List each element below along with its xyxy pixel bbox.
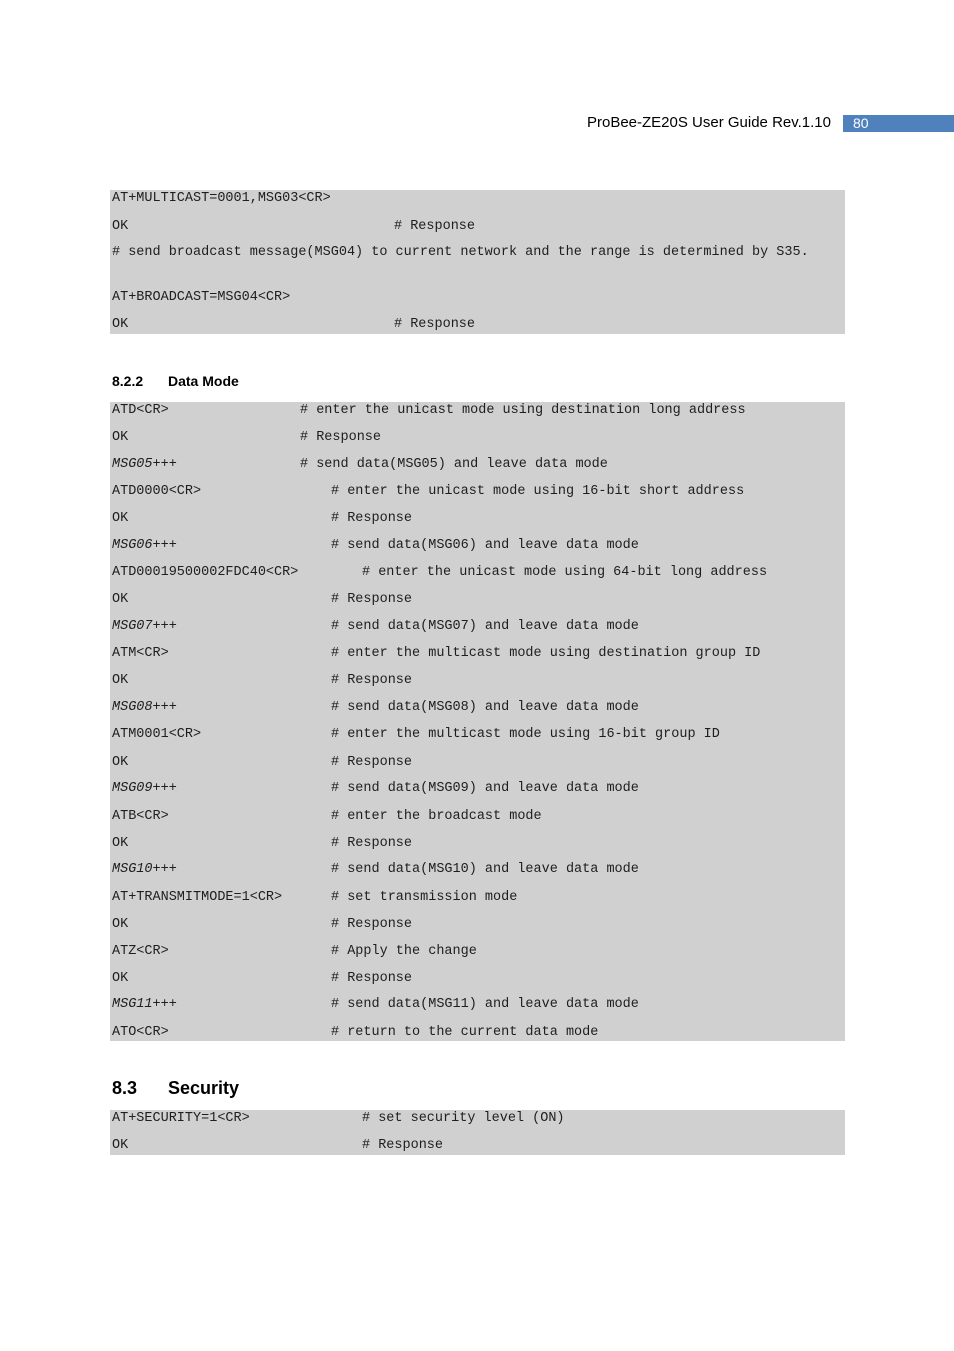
code-line: ATZ<CR> # Apply the change [112,944,477,959]
code-line: AT+TRANSMITMODE=1<CR> # set transmission mode [112,890,518,905]
code-line: ATD00019500002FDC40<CR> # enter the unicast mode using 64-bit long address [112,565,768,580]
code-line: MSG05+++ # send data(MSG05) and leave data mode [112,457,608,472]
code-line: MSG10+++ # send data(MSG10) and leave data mode [112,862,639,877]
code-line: OK # Response [112,971,413,986]
code-line: MSG08+++ # send data(MSG08) and leave data mode [112,700,639,715]
code-line: OK # Response [112,836,413,851]
code-line: OK # Response [112,430,382,445]
section-heading-data-mode: 8.2.2 Data Mode [112,373,239,389]
code-line: AT+MULTICAST=0001,MSG03<CR> [112,191,331,206]
document-title: ProBee-ZE20S User Guide Rev.1.10 [586,114,831,131]
code-line: OK # Response [112,219,476,234]
code-line: MSG06+++ # send data(MSG06) and leave data mode [112,538,639,553]
page-number: 80 [843,115,954,132]
code-line: ATB<CR> # enter the broadcast mode [112,809,542,824]
code-block-data-mode [110,402,845,1041]
code-line: ATM0001<CR> # enter the multicast mode using 16-bit group ID [112,727,720,742]
code-line: ATD0000<CR> # enter the unicast mode using 16-bit short address [112,484,745,499]
code-line: MSG11+++ # send data(MSG11) and leave data mode [112,997,639,1012]
code-block-multicast-broadcast [110,190,845,334]
code-line: OK # Response [112,755,413,770]
code-line: OK # Response [112,592,413,607]
code-block-security [110,1110,845,1155]
code-line: MSG09+++ # send data(MSG09) and leave data mode [112,781,639,796]
code-line: OK # Response [112,1138,444,1153]
code-line: ATM<CR> # enter the multicast mode using destination group ID [112,646,761,661]
code-line: MSG07+++ # send data(MSG07) and leave data mode [112,619,639,634]
code-line: ATO<CR> # return to the current data mode [112,1025,599,1040]
code-line-comment: # send broadcast message(MSG04) to current network and the range is determined by S35. [112,245,809,260]
code-line: OK # Response [112,917,413,932]
code-line: OK # Response [112,673,413,688]
code-line: AT+BROADCAST=MSG04<CR> [112,290,291,305]
code-line: ATD<CR> # enter the unicast mode using destination long address [112,403,746,418]
code-line: OK # Response [112,511,413,526]
code-line: AT+SECURITY=1<CR> # set security level (ON) [112,1111,565,1126]
code-line: OK # Response [112,317,476,332]
section-heading-security: 8.3 Security [112,1078,240,1098]
